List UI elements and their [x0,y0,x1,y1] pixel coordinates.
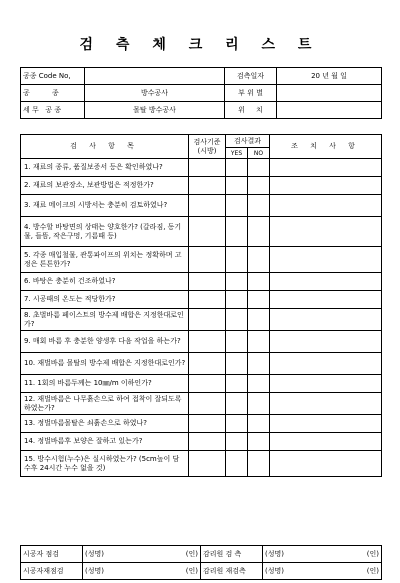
yes-column-header: YES [226,148,248,159]
action-cell[interactable] [270,309,382,331]
checklist-item-text: 8. 초벌바름 페이스트의 방수제 배합은 지정한대로인가? [21,309,189,331]
checklist-row [21,159,382,177]
work-type-field[interactable]: 방수공사 [85,85,225,102]
no-check-cell[interactable] [248,331,270,353]
action-cell[interactable] [270,273,382,291]
section-field[interactable] [277,85,382,102]
checklist-item-text: 12. 재벌바름은 나무흙손으로 하여 접착이 잘되도록 하였는가? [21,393,189,415]
checklist-item-text: 6. 바탕은 충분히 건조하였나? [21,273,189,291]
contractor-signature-field[interactable] [83,546,201,563]
action-cell[interactable] [270,247,382,273]
yes-check-cell[interactable] [226,177,248,195]
checklist-row [21,217,382,247]
contractor-check-label: 시공자 점검 [21,546,83,563]
date-field[interactable]: 20 년 월 일 [277,68,382,85]
checklist-row [21,353,382,375]
no-check-cell[interactable] [248,353,270,375]
checklist-row [21,177,382,195]
standard-cell[interactable] [189,331,226,353]
checklist-row [21,247,382,273]
checklist-row [21,415,382,433]
code-field[interactable] [85,68,225,85]
yes-check-cell[interactable] [226,309,248,331]
checklist-item-text: 9. 매회 바름 후 충분한 양생후 다음 작업을 하는가? [21,331,189,353]
checklist-item-text: 14. 정벌바름후 보양은 잘하고 있는가? [21,433,189,451]
yes-check-cell[interactable] [226,159,248,177]
no-column-header: NO [248,148,270,159]
work-type-label: 공 종 [21,85,85,102]
standard-cell[interactable] [189,309,226,331]
checklist-table [20,134,382,477]
checklist-item-text: 15. 방수시험(누수)은 실시하였는가? (5cm높이 담수후 24시간 누수 없을 것) [21,451,189,477]
item-column-header: 검 사 항 목 [21,135,189,159]
yes-check-cell[interactable] [226,195,248,217]
yes-check-cell[interactable] [226,393,248,415]
checklist-row [21,273,382,291]
checklist-row [21,393,382,415]
yes-check-cell[interactable] [226,433,248,451]
supervisor-reinspection-signature-field[interactable] [263,563,382,580]
standard-cell[interactable] [189,415,226,433]
contractor-recheck-label: 시공자재점검 [21,563,83,580]
no-check-cell[interactable] [248,159,270,177]
no-check-cell[interactable] [248,375,270,393]
checklist-item-text: 3. 재료 메이크의 시방서는 충분히 검토하였나? [21,195,189,217]
supervisor-inspection-label: 감리원 검 측 [201,546,263,563]
name-label: (성명) [85,549,104,558]
result-column-header: 검사결과 [226,135,270,148]
action-cell[interactable] [270,353,382,375]
seal-mark: (인) [366,549,379,558]
standard-cell[interactable] [189,273,226,291]
supervisor-reinspection-label: 감리원 재검측 [201,563,263,580]
standard-cell[interactable] [189,433,226,451]
action-cell[interactable] [270,195,382,217]
seal-mark: (인) [366,566,379,575]
action-cell[interactable] [270,331,382,353]
action-cell[interactable] [270,177,382,195]
yes-check-cell[interactable] [226,451,248,477]
checklist-item-text: 2. 재료의 보관장소, 보관방법은 적정한가? [21,177,189,195]
checklist-item-text: 1. 재료의 종류, 품질보증서 등은 확인하였나? [21,159,189,177]
detail-work-field[interactable]: 몰탈 방수공사 [85,102,225,119]
no-check-cell[interactable] [248,195,270,217]
detail-work-label: 세 무 공 종 [21,102,85,119]
checklist-item-text: 10. 재벌바름 몰탈의 방수제 배합은 지정한대로인가? [21,353,189,375]
checklist-item-text: 13. 정벌마름몰탈은 쇠흙손으로 하였나? [21,415,189,433]
action-cell[interactable] [270,451,382,477]
yes-check-cell[interactable] [226,331,248,353]
code-label: 공종 Code No, [21,68,85,85]
page-title: 검 측 체 크 리 스 트 [79,37,321,53]
name-label: (성명) [265,549,284,558]
checklist-item-text: 11. 1회의 바름두께는 10㎜/m 이하인가? [21,375,189,393]
checklist-body [21,159,382,477]
no-check-cell[interactable] [248,415,270,433]
seal-mark: (인) [185,566,198,575]
seal-mark: (인) [185,549,198,558]
yes-check-cell[interactable] [226,375,248,393]
no-check-cell[interactable] [248,177,270,195]
action-cell[interactable] [270,393,382,415]
no-check-cell[interactable] [248,433,270,451]
checklist-row [21,195,382,217]
checklist-row [21,309,382,331]
signature-table [20,545,382,580]
action-cell[interactable] [270,217,382,247]
header-info-table [20,67,382,119]
standard-cell[interactable] [189,159,226,177]
action-cell[interactable] [270,415,382,433]
checklist-row [21,433,382,451]
yes-check-cell[interactable] [226,415,248,433]
standard-cell[interactable] [189,177,226,195]
checklist-item-text: 7. 시공때의 온도는 적당한가? [21,291,189,309]
no-check-cell[interactable] [248,393,270,415]
name-label: (성명) [265,566,284,575]
standard-cell[interactable] [189,353,226,375]
location-label: 위 치 [225,102,277,119]
standard-cell[interactable] [189,451,226,477]
yes-check-cell[interactable] [226,247,248,273]
no-check-cell[interactable] [248,247,270,273]
action-column-header: 조 치 사 항 [270,135,382,159]
standard-cell[interactable] [189,291,226,309]
contractor-recheck-signature-field[interactable] [83,563,201,580]
no-check-cell[interactable] [248,217,270,247]
action-cell[interactable] [270,159,382,177]
section-label: 부 위 별 [225,85,277,102]
standard-cell[interactable] [189,375,226,393]
yes-check-cell[interactable] [226,273,248,291]
no-check-cell[interactable] [248,309,270,331]
location-field[interactable] [277,102,382,119]
no-check-cell[interactable] [248,291,270,309]
no-check-cell[interactable] [248,451,270,477]
action-cell[interactable] [270,433,382,451]
checklist-row [21,375,382,393]
checklist-row [21,331,382,353]
checklist-row [21,291,382,309]
checklist-item-text: 4. 방수할 바탕면의 상태는 양호한가? (갈라짐, 동기물, 들뜸, 작은구멍, 기름때 등) [21,217,189,247]
standard-cell[interactable] [189,195,226,217]
action-cell[interactable] [270,291,382,309]
checklist-row [21,451,382,477]
action-cell[interactable] [270,375,382,393]
standard-cell[interactable] [189,217,226,247]
no-check-cell[interactable] [248,273,270,291]
yes-check-cell[interactable] [226,217,248,247]
standard-cell[interactable] [189,393,226,415]
standard-column-header: 검사기준 (시방) [189,135,226,159]
supervisor-signature-field[interactable] [263,546,382,563]
yes-check-cell[interactable] [226,353,248,375]
name-label: (성명) [85,566,104,575]
date-label: 검측일자 [225,68,277,85]
yes-check-cell[interactable] [226,291,248,309]
standard-cell[interactable] [189,247,226,273]
checklist-item-text: 5. 각종 매입철물, 관통파이프의 위치는 정확하며 고정은 튼튼한가? [21,247,189,273]
